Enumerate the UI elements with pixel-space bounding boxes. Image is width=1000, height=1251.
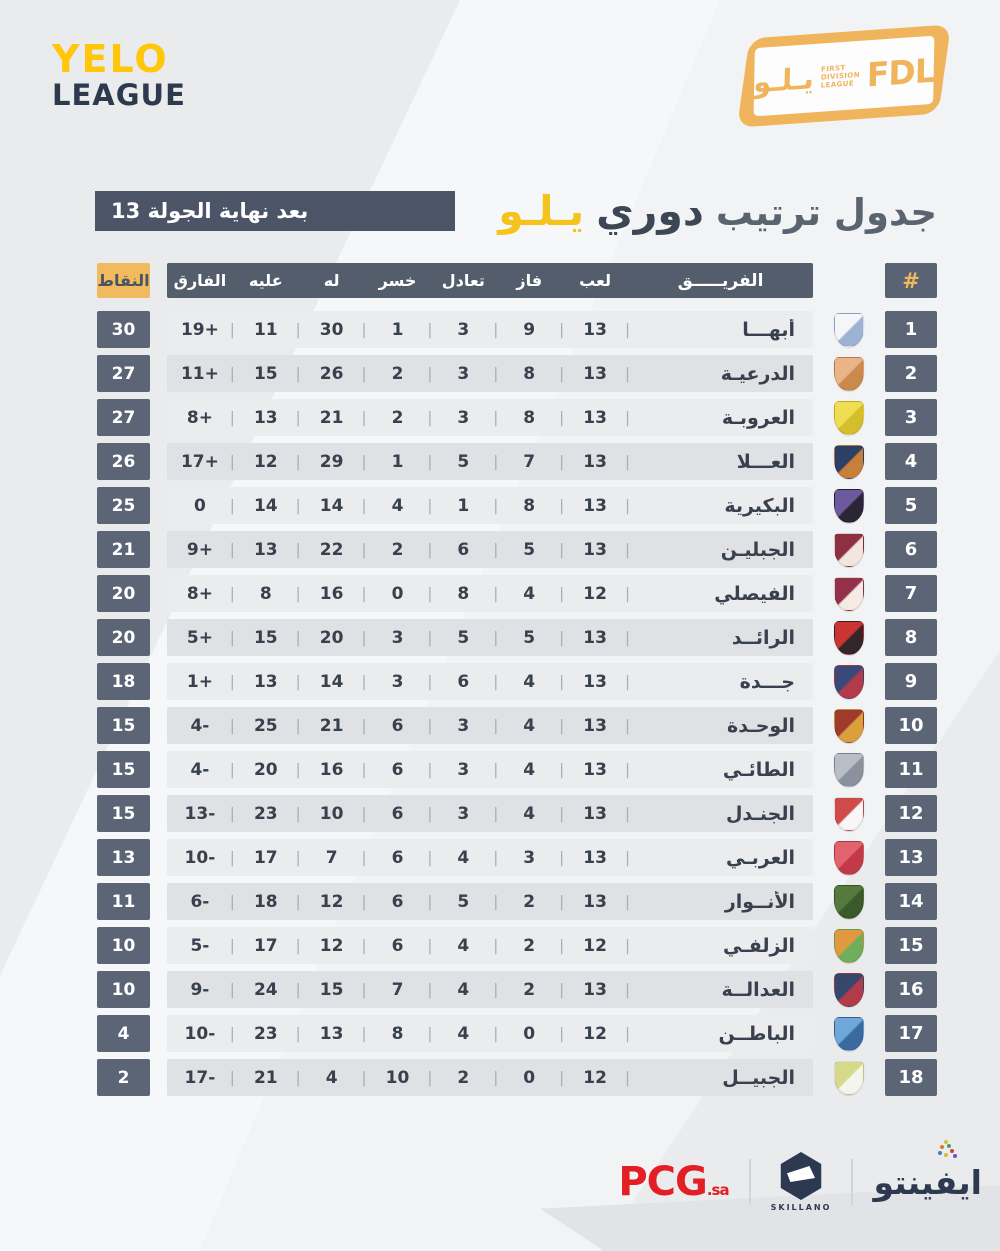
stat-value: | 3 [496,848,562,868]
stat-value: | 13 [562,540,628,560]
team-name: الأنــوار [724,890,795,913]
stat-value: | 5 [496,628,562,648]
skillano-hexagon-icon [779,1152,823,1200]
points-column-header: النقاط [97,263,150,298]
table-row [95,311,937,348]
rank-badge: 10 [885,707,937,744]
stat-value: | 8 [496,496,562,516]
stat-value: | 4 [430,936,496,956]
team-name: الفيصلي [714,582,795,605]
fdl-arabic-text: يـلـو [752,61,815,100]
rank-badge: 18 [885,1059,937,1096]
stat-value: | 15 [233,364,299,384]
stat-value: | 21 [233,1068,299,1088]
team-name: العدالــة [721,978,795,1001]
stat-value: | 13 [562,804,628,824]
points-badge: 10 [97,971,150,1008]
stat-value: | 13 [562,496,628,516]
page-title [498,187,937,235]
stat-value: | 0 [167,496,233,516]
stat-value: | 8+ [167,408,233,428]
stat-value: | 13 [562,364,628,384]
team-logo-icon [834,577,864,611]
league-logo-text: LEAGUE [52,77,186,112]
logo-column-spacer [813,263,885,298]
stat-value: | 13 [233,540,299,560]
team-name: الرائــد [731,626,795,649]
stat-value: | 4 [496,672,562,692]
fdl-line-division: DIVISION [820,70,860,82]
stat-value: | 8 [430,584,496,604]
team-name: الباطــن [718,1022,795,1045]
stat-value: | 13 [299,1024,365,1044]
stat-value: | 4 [430,980,496,1000]
fdl-league-badge [737,24,951,127]
rank-badge: 12 [885,795,937,832]
rank-badge: 11 [885,751,937,788]
evento-spark-icon [944,1153,948,1157]
stat-value: | 14 [299,672,365,692]
team-row-bar [167,751,813,788]
evento-logo-text: ايفينتو [873,1162,982,1202]
stat-value: | 17- [167,1068,233,1088]
table-row [95,619,937,656]
team-row-bar [167,927,813,964]
stat-value: | 15 [233,628,299,648]
stat-value: | 1+ [167,672,233,692]
stat-value: | 6 [365,760,431,780]
points-badge: 4 [97,1015,150,1052]
stat-value: | 17+ [167,452,233,472]
stat-value: | 4- [167,716,233,736]
stat-value: | 13 [562,892,628,912]
rank-badge: 3 [885,399,937,436]
rank-badge: 9 [885,663,937,700]
team-logo-slot [813,665,885,699]
team-name: العـــلا [736,450,795,473]
stat-value: | 4 [496,716,562,736]
stat-value: | 6 [365,936,431,956]
team-row-bar [167,619,813,656]
rank-badge: 6 [885,531,937,568]
team-logo-icon [834,621,864,655]
points-badge: 15 [97,751,150,788]
stat-value: | 6 [365,804,431,824]
fdl-badge-inner [754,36,935,117]
stat-value: | 6 [430,540,496,560]
team-row-bar [167,883,813,920]
rank-badge: 4 [885,443,937,480]
stat-value: | 9 [496,320,562,340]
team-logo-icon [834,401,864,435]
table-row [95,1015,937,1052]
stat-value: | 9+ [167,540,233,560]
stat-value: | 4 [430,848,496,868]
team-name: الجبيــل [722,1066,795,1089]
points-badge: 25 [97,487,150,524]
table-row [95,795,937,832]
stat-value: | 3 [430,804,496,824]
team-name: العربـي [725,846,795,869]
team-logo-slot [813,1061,885,1095]
stat-value: | 4 [299,1068,365,1088]
table-row [95,1059,937,1096]
lost-column-header: خسر [378,271,417,290]
stat-value: | 3 [430,320,496,340]
yelo-league-logo [52,37,186,112]
team-logo-slot [813,401,885,435]
stat-value: | 5 [430,452,496,472]
pcg-logo [618,1159,729,1205]
stat-value: | 11+ [167,364,233,384]
stat-value: | 14 [233,496,299,516]
points-badge: 27 [97,399,150,436]
team-logo-slot [813,885,885,919]
stat-value: | 1 [365,452,431,472]
stat-value: | 10 [299,804,365,824]
points-badge: 15 [97,795,150,832]
team-row-bar [167,1015,813,1052]
rank-badge: 17 [885,1015,937,1052]
stat-value: | 2 [365,540,431,560]
pcg-sa-suffix: .sa [706,1181,729,1199]
stat-value: | 4 [430,1024,496,1044]
stat-value: | 16 [299,760,365,780]
stat-value: | 12 [562,584,628,604]
fdl-line-first: FIRST [820,63,846,74]
stat-value: | 17 [233,848,299,868]
stat-value: | 3 [430,408,496,428]
team-name: الوحـدة [727,714,795,737]
team-logo-slot [813,621,885,655]
stat-value: | 13- [167,804,233,824]
stat-value: | 3 [430,716,496,736]
stat-value: | 3 [430,760,496,780]
team-row-bar [167,575,813,612]
stat-value: | 12 [299,892,365,912]
standings-table [95,263,937,1103]
stat-value: | 4 [365,496,431,516]
stat-value: | 6- [167,892,233,912]
stat-value: | 2 [365,364,431,384]
stat-value: | 14 [299,496,365,516]
stat-value: | 23 [233,1024,299,1044]
stat-value: | 8 [496,408,562,428]
stat-value: | 21 [299,716,365,736]
team-row-bar [167,355,813,392]
team-row-bar [167,971,813,1008]
won-column-header: فاز [516,271,543,290]
team-row-bar [167,443,813,480]
goals-against-column-header: عليه [248,271,283,290]
stat-value: | 13 [233,408,299,428]
standings-rows [95,311,937,1096]
team-logo-slot [813,489,885,523]
points-badge: 18 [97,663,150,700]
table-row [95,663,937,700]
stat-value: | 13 [562,628,628,648]
team-logo-icon [834,929,864,963]
stat-value: | 4 [496,804,562,824]
stat-value: | 5+ [167,628,233,648]
stat-value: | 1 [365,320,431,340]
team-logo-icon [834,533,864,567]
team-name: العروبـة [721,406,795,429]
stat-value: | 7 [299,848,365,868]
table-row [95,927,937,964]
team-row-bar [167,707,813,744]
table-row [95,575,937,612]
team-logo-slot [813,1017,885,1051]
points-badge: 10 [97,927,150,964]
evento-logo [873,1163,982,1202]
stat-value: | 3 [365,628,431,648]
stat-value: | 13 [562,760,628,780]
footer-divider-2 [851,1159,853,1205]
table-row [95,971,937,1008]
rank-badge: 16 [885,971,937,1008]
stat-value: | 12 [299,936,365,956]
team-name: الدرعيـة [720,362,795,385]
stat-value: | 6 [430,672,496,692]
points-badge: 11 [97,883,150,920]
team-logo-icon [834,313,864,347]
team-name: الطائـي [722,758,795,781]
stat-value: | 12 [562,1024,628,1044]
team-logo-icon [834,753,864,787]
points-badge: 27 [97,355,150,392]
stat-value: | 22 [299,540,365,560]
rank-badge: 14 [885,883,937,920]
stat-value: | 4- [167,760,233,780]
table-row [95,443,937,480]
team-row-bar [167,663,813,700]
stat-value: | 8+ [167,584,233,604]
stat-value: | 13 [562,716,628,736]
points-badge: 15 [97,707,150,744]
rank-badge: 1 [885,311,937,348]
title-row [95,186,937,236]
stat-value: | 3 [365,672,431,692]
table-row [95,487,937,524]
table-row [95,883,937,920]
team-logo-slot [813,313,885,347]
goals-for-column-header: له [323,271,340,290]
stat-value: | 12 [562,1068,628,1088]
points-badge: 2 [97,1059,150,1096]
stat-value: | 6 [365,848,431,868]
team-logo-icon [834,1061,864,1095]
team-logo-icon [834,445,864,479]
team-row-bar [167,1059,813,1096]
stat-value: | 13 [562,980,628,1000]
round-badge: بعد نهاية الجولة 13 [95,191,455,231]
table-row [95,531,937,568]
stat-value: | 23 [233,804,299,824]
team-logo-slot [813,533,885,567]
team-logo-icon [834,841,864,875]
stat-value: | 17 [233,936,299,956]
stat-value: | 13 [562,672,628,692]
team-logo-slot [813,797,885,831]
stat-value: | 7 [365,980,431,1000]
stat-value: | 2 [430,1068,496,1088]
stat-value: | 0 [365,584,431,604]
team-logo-icon [834,489,864,523]
table-row [95,839,937,876]
stat-value: | 6 [365,892,431,912]
stat-value: | 5 [496,540,562,560]
stat-value: | 20 [299,628,365,648]
team-logo-icon [834,885,864,919]
stat-value: | 5 [430,628,496,648]
stat-value: | 13 [562,452,628,472]
stat-value: | 30 [299,320,365,340]
team-row-bar [167,839,813,876]
stat-value: | 0 [496,1024,562,1044]
stat-value: | 4 [496,584,562,604]
team-logo-slot [813,577,885,611]
played-column-header: لعب [579,271,612,290]
stat-value: | 8 [365,1024,431,1044]
stat-value: | 15 [299,980,365,1000]
footer-sponsors [618,1142,982,1222]
stat-value: | 8 [233,584,299,604]
stat-value: | 19+ [167,320,233,340]
rank-badge: 7 [885,575,937,612]
team-name: الجبليـن [720,538,795,561]
stat-value: | 13 [562,848,628,868]
yelo-logo-text: YELO [52,37,169,81]
points-badge: 13 [97,839,150,876]
stat-value: | 13 [562,320,628,340]
team-name: الجنـدل [725,802,795,825]
fdl-abbreviation: FDL [866,50,936,94]
stat-value: | 11 [233,320,299,340]
stat-value: | 6 [365,716,431,736]
stat-value: | 16 [299,584,365,604]
stat-value: | 21 [299,408,365,428]
table-row [95,707,937,744]
points-badge: 20 [97,619,150,656]
team-name: أبهـــا [742,318,795,341]
team-column-header: الفريـــــق [677,270,764,291]
team-logo-slot [813,709,885,743]
rank-badge: 2 [885,355,937,392]
stat-value: | 13 [233,672,299,692]
team-logo-icon [834,357,864,391]
stat-value: | 12 [233,452,299,472]
stat-value: | 20 [233,760,299,780]
table-row [95,399,937,436]
team-name: جـــدة [739,670,795,693]
title-yelo-word: يـلـو [498,187,585,235]
points-badge: 20 [97,575,150,612]
rank-badge: 5 [885,487,937,524]
team-logo-slot [813,445,885,479]
team-row-bar [167,399,813,436]
stat-value: | 10- [167,848,233,868]
header-bar [167,263,813,298]
team-logo-slot [813,753,885,787]
team-logo-slot [813,973,885,1007]
team-logo-slot [813,841,885,875]
points-badge: 26 [97,443,150,480]
stat-value: | 10 [365,1068,431,1088]
stat-value: | 0 [496,1068,562,1088]
stat-value: | 5 [430,892,496,912]
team-logo-slot [813,929,885,963]
table-row [95,355,937,392]
stat-value: | 5- [167,936,233,956]
team-logo-slot [813,357,885,391]
rank-badge: 15 [885,927,937,964]
stat-value: | 2 [365,408,431,428]
rank-badge: 13 [885,839,937,876]
footer-divider [749,1159,751,1205]
stat-value: | 2 [496,936,562,956]
fdl-line-league: LEAGUE [820,79,855,90]
stat-value: | 2 [496,980,562,1000]
stat-value: | 8 [496,364,562,384]
stat-value: | 4 [496,760,562,780]
team-logo-icon [834,973,864,1007]
team-logo-icon [834,709,864,743]
stat-value: | 13 [562,408,628,428]
drawn-column-header: تعادل [441,271,485,290]
table-header-row [95,263,937,298]
stat-value: | 12 [562,936,628,956]
team-row-bar [167,311,813,348]
stat-value: | 1 [430,496,496,516]
stat-value: | 25 [233,716,299,736]
team-row-bar [167,531,813,568]
points-badge: 30 [97,311,150,348]
team-logo-icon [834,1017,864,1051]
rank-column-header: # [885,263,937,298]
team-logo-icon [834,665,864,699]
stat-value: | 29 [299,452,365,472]
fdl-stacked-text [821,63,860,90]
goal-diff-column-header: الفارق [173,271,227,290]
team-logo-icon [834,797,864,831]
skillano-hexagon-inner-shape [787,1166,815,1182]
stat-value: | 24 [233,980,299,1000]
rank-badge: 8 [885,619,937,656]
team-name: الزلفـي [723,934,795,957]
points-badge: 21 [97,531,150,568]
team-name: البكيرية [724,494,795,517]
team-row-bar [167,487,813,524]
stat-value: | 10- [167,1024,233,1044]
stat-value: | 3 [430,364,496,384]
title-prefix: جدول ترتيب [715,191,937,234]
stat-value: | 2 [496,892,562,912]
stat-value: | 7 [496,452,562,472]
team-row-bar [167,795,813,832]
stat-value: | 9- [167,980,233,1000]
stat-value: | 18 [233,892,299,912]
skillano-logo-text: SKILLANO [770,1203,832,1212]
pcg-logo-text: PCG [618,1159,707,1205]
title-league-word: دوري [596,187,704,235]
stat-value: | 26 [299,364,365,384]
table-row [95,751,937,788]
skillano-logo [771,1152,832,1212]
